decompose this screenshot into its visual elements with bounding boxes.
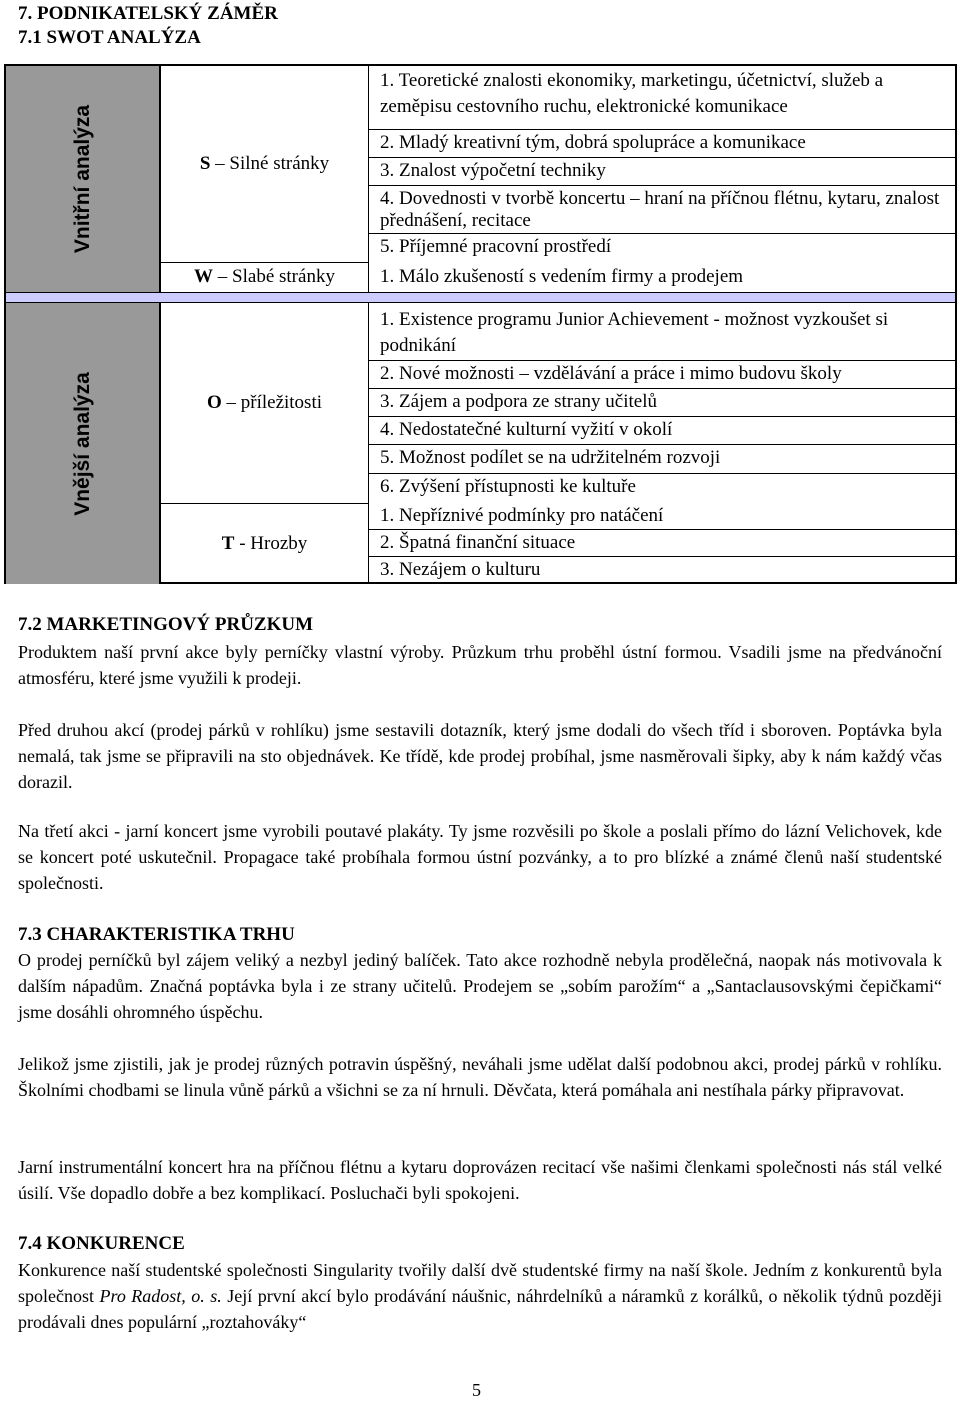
list-item: 3. Zájem a podpora ze strany učitelů xyxy=(369,389,955,417)
threats-list xyxy=(369,503,955,584)
marketing-paragraph: Na třetí akci - jarní koncert jsme vyrobili poutavé plakáty. Ty jsme rozvěsili po škole a poslali přímo do lázní Velichovek, kde se koncert poté uskutečnil. Propagace také probíhala formou ústní pozvánky, a to pro blízké a známé členů naší studentské společnosti. xyxy=(18,821,942,893)
list-item: 1. Nepříznivé podmínky pro natáčení xyxy=(369,503,955,530)
list-item: 2. Mladý kreativní tým, dobrá spolupráce a komunikace xyxy=(369,130,955,158)
threats-letter: T xyxy=(221,532,235,554)
opportunities-cell xyxy=(161,303,369,503)
swot-divider xyxy=(6,292,955,303)
list-item: 6. Zvýšení přístupnosti ke kultuře xyxy=(380,476,636,497)
list-item: 2. Nové možnosti – vzdělávání a práce i mimo budovu školy xyxy=(369,361,955,389)
list-item: 4. Nedostatečné kulturní vyžití v okolí xyxy=(369,417,955,445)
ot-row-separator xyxy=(161,503,369,504)
swot-table xyxy=(4,64,957,584)
opportunities-list xyxy=(369,303,955,503)
marketing-heading: 7.2 MARKETINGOVÝ PRŮZKUM xyxy=(18,614,314,635)
market-heading: 7.3 CHARAKTERISTIKA TRHU xyxy=(18,924,295,945)
strengths-letter: S xyxy=(199,153,211,174)
strengths-list xyxy=(369,66,955,262)
external-analysis-cell xyxy=(6,303,161,584)
chapter-heading: 7. PODNIKATELSKÝ ZÁMĚR xyxy=(18,3,278,24)
list-item: 1. Málo zkušeností s vedením firmy a prodejem xyxy=(380,266,744,287)
threats-cell xyxy=(161,503,369,584)
market-paragraph: O prodej perníčků byl zájem veliký a nezbyl jediný balíček. Tato akce rozhodně nebyla prodělečná, naopak nás motivovala k dalším nápadům. Značná poptávka byla i ze strany učitelů. Prodejem se „sobím parožím“ a „Santaclausovskými čepičkami“ jsme dosáhli ohromného úspěchu. xyxy=(18,950,942,1022)
list-item: 4. Dovednosti v tvorbě koncertu – hraní na příčnou flétnu, kytaru, znalost přednášení, recitace xyxy=(369,186,955,234)
swot-heading: 7.1 SWOT ANALÝZA xyxy=(18,27,201,48)
opportunities-letter: O xyxy=(206,392,222,413)
weaknesses-letter: W xyxy=(194,266,214,287)
competitor-name: Pro Radost, o. s. xyxy=(99,1286,222,1306)
threats-label: - Hrozby xyxy=(239,532,308,554)
marketing-paragraph: Před druhou akcí (prodej párků v rohlíku) jsme sestavili dotazník, který jsme dodali do všech tříd i sboroven. Poptávka byla nemalá, tak jsme se připravili na sto objednávek. Ke třídě, kde prodej probíhal, jsme nasměrovali šipky, aby k nám každý včas dorazil. xyxy=(18,720,942,792)
list-item: 5. Možnost podílet se na udržitelném rozvoji xyxy=(369,445,955,474)
list-item: 1. Existence programu Junior Achievement - možnost vyzkoušet si podnikání xyxy=(369,303,955,361)
market-paragraph: Jelikož jsme zjistili, jak je prodej různých potravin úspěšný, neváhali jsme udělat další podobnou akci, prodej párků v rohlíku. Školními chodbami se linula vůně párků a všichni se za ní hrnuli. Děvčata, která pomáhala ani nestíhala párky připravovat. xyxy=(18,1054,942,1100)
opportunities-label: – příležitosti xyxy=(226,392,323,413)
strengths-label: – Silné stránky xyxy=(215,153,330,174)
list-item: 5. Příjemné pracovní prostředí xyxy=(380,236,612,257)
list-item: 3. Znalost výpočetní techniky xyxy=(369,158,955,186)
competition-heading: 7.4 KONKURENCE xyxy=(18,1233,185,1254)
list-item: 3. Nezájem o kulturu xyxy=(380,559,541,580)
sw-row-separator xyxy=(161,262,369,263)
market-paragraph: Jarní instrumentální koncert hra na příčnou flétnu a kytaru doprovázen recitací vše našimi členkami společnosti nás stál velké úsilí. Vše dopadlo dobře a bez komplikací. Posluchači byli spokojeni. xyxy=(18,1157,942,1203)
weaknesses-list xyxy=(369,262,955,292)
weaknesses-label: – Slabé stránky xyxy=(217,266,335,287)
competition-text-2: Její první akcí bylo prodávání náušnic, náhrdelníků a náramků z korálků, o několik týdnů později prodávali dnes populární „roztahováky“ xyxy=(18,1286,942,1332)
list-item: 2. Špatná finanční situace xyxy=(369,530,955,557)
strengths-cell xyxy=(161,66,369,262)
internal-analysis-cell xyxy=(6,66,161,292)
marketing-paragraph: Produktem naší první akce byly perníčky vlastní výroby. Průzkum trhu proběhl ústní formou. Vsadili jsme na předvánoční atmosféru, které jsme využili k prodeji. xyxy=(18,642,942,688)
competition-paragraph xyxy=(18,1257,942,1335)
page-number: 5 xyxy=(472,1380,481,1400)
external-analysis-label: Vnější analýza xyxy=(70,371,94,516)
internal-analysis-label: Vnitřní analýza xyxy=(70,104,94,254)
list-item: 1. Teoretické znalosti ekonomiky, marketingu, účetnictví, služeb a zeměpisu cestovního ruchu, elektronické komunikace xyxy=(369,66,955,130)
competition-text-1: Konkurence naší studentské společnosti Singularity tvořily další dvě studentské firmy na naší škole. Jedním z konkurentů byla společnost xyxy=(18,1260,942,1306)
weaknesses-cell xyxy=(161,262,369,292)
